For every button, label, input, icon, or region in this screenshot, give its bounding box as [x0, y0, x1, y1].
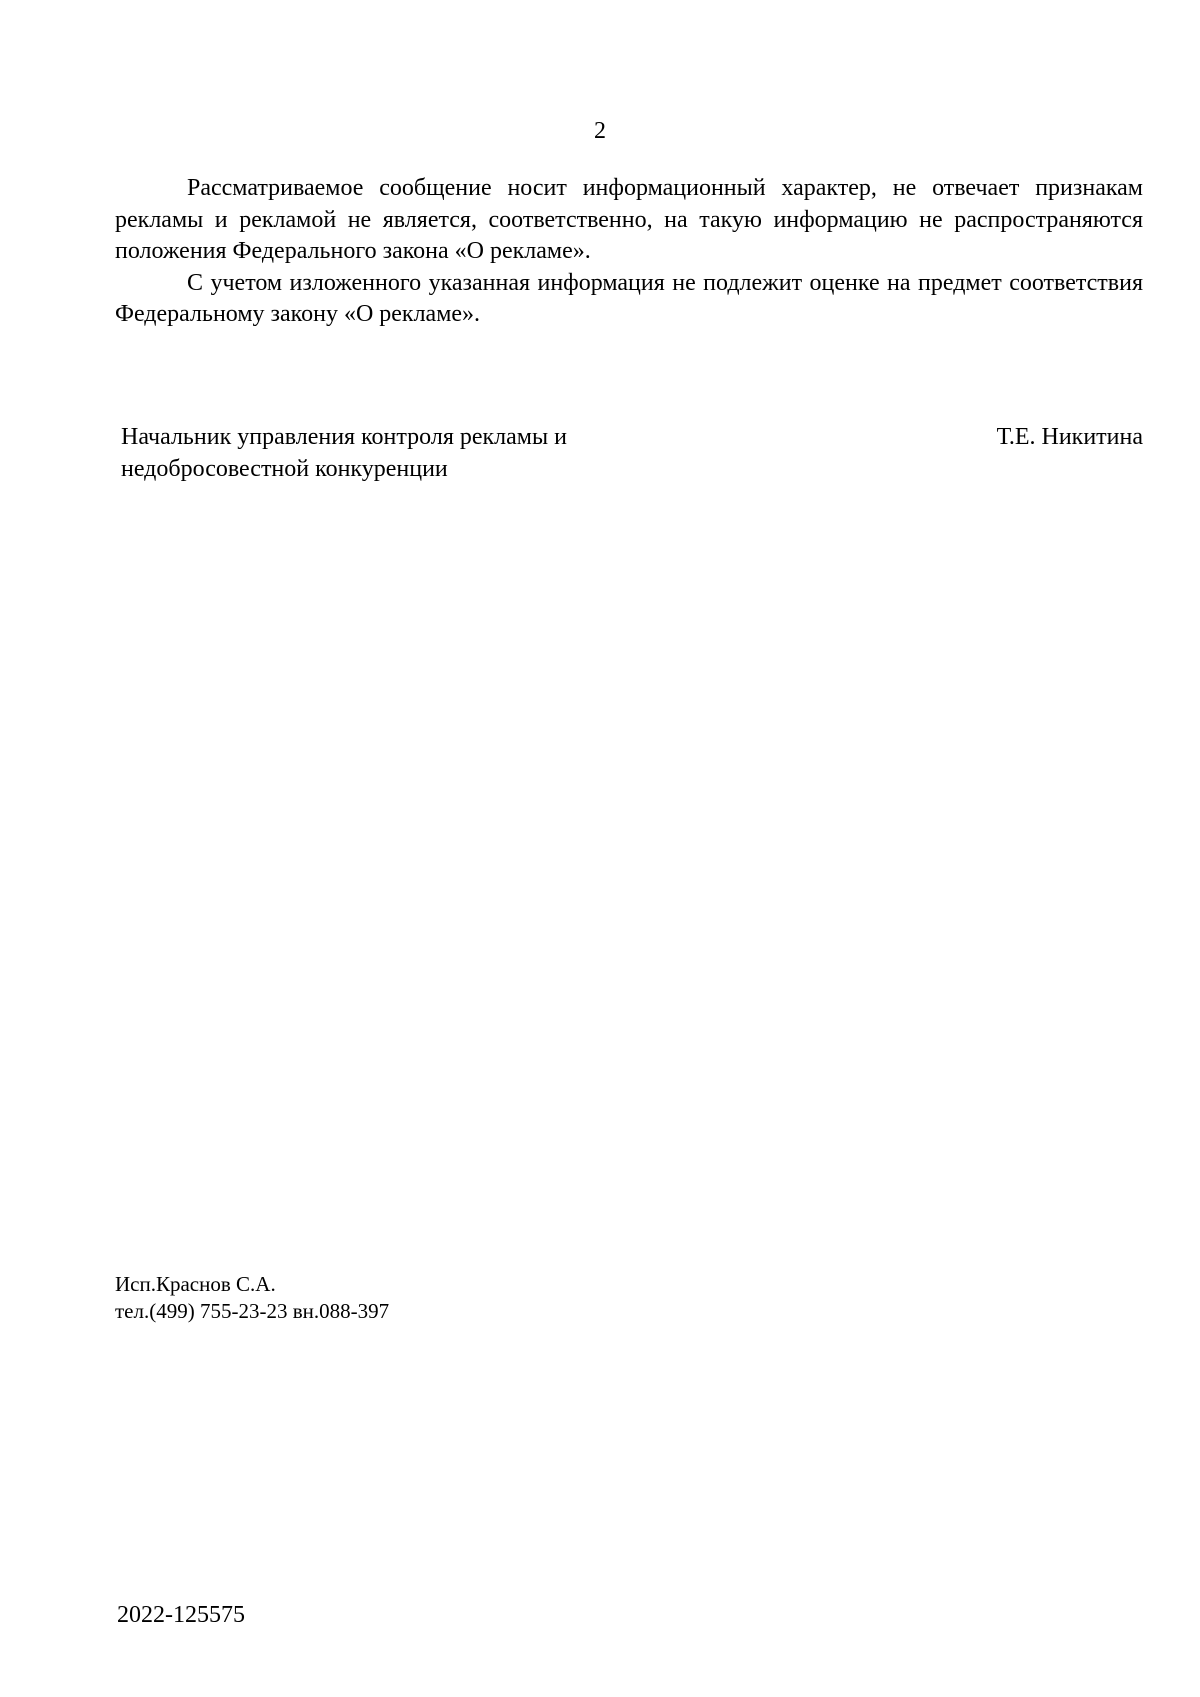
document-body — [115, 173, 1143, 331]
signatory-position-line-2: недобросовестной конкуренции — [121, 455, 448, 482]
body-paragraph-1: Рассматриваемое сообщение носит информационный характер, не отвечает признакам рекламы и рекламой не является, соответственно, на такую информацию не распространяются положения Федерального закона «О рекламе». — [115, 175, 1143, 264]
signatory-position — [121, 422, 681, 485]
page-number: 2 — [594, 118, 606, 144]
body-paragraph-2: С учетом изложенного указанная информация не подлежит оценке на предмет соответствия Федеральному закону «О рекламе». — [115, 269, 1143, 327]
executor-block — [115, 1271, 389, 1325]
signatory-name: Т.Е. Никитина — [996, 424, 1143, 450]
executor-name: Исп.Краснов С.А. — [115, 1272, 276, 1296]
signatory-position-line-1: Начальник управления контроля рекламы и — [121, 424, 567, 450]
executor-phone: тел.(499) 755-23-23 вн.088-397 — [115, 1299, 390, 1323]
document-number: 2022-125575 — [117, 1602, 245, 1628]
